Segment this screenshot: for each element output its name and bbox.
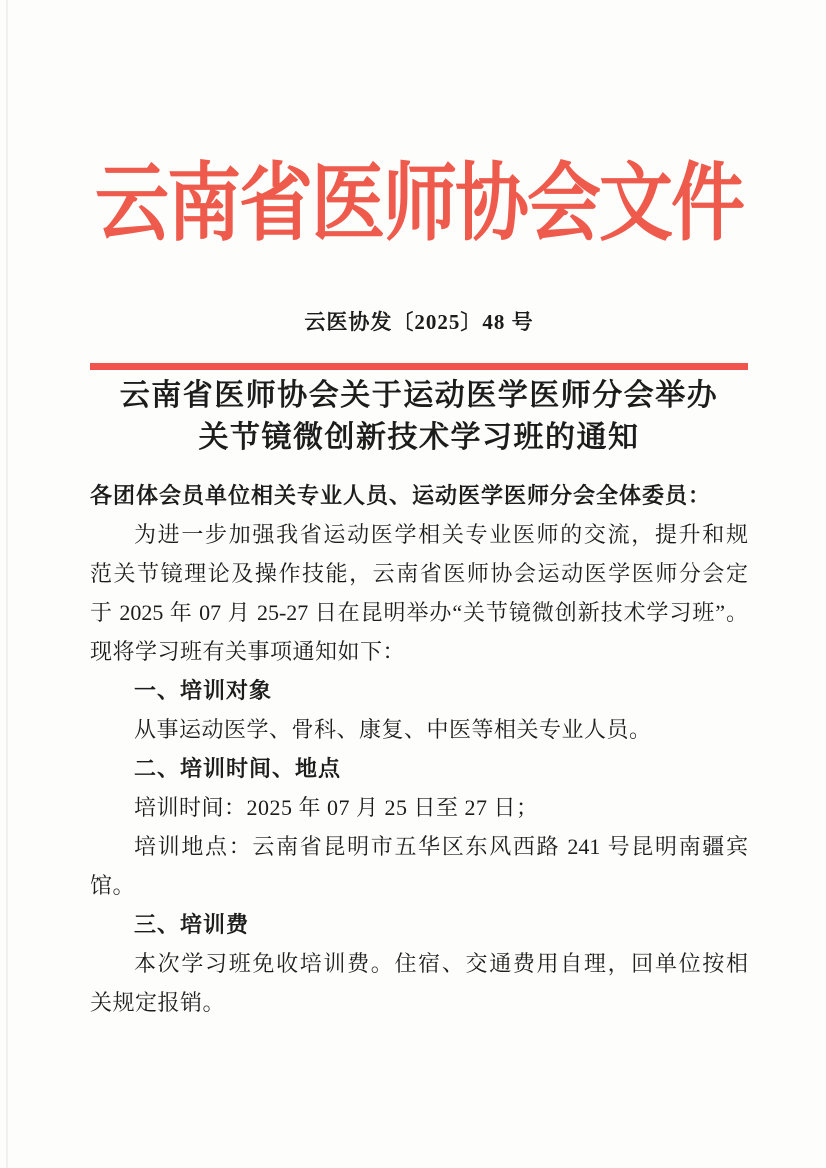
document-body bbox=[90, 476, 748, 1022]
intro-line-2: 范关节镜理论及操作技能，云南省医师协会运动医学医师分会定 bbox=[90, 561, 748, 586]
section2-heading: 二、培训时间、地点 bbox=[134, 756, 342, 781]
intro-line-4: 现将学习班有关事项通知如下： bbox=[90, 639, 406, 664]
section2-time-line: 培训时间：2025 年 07 月 25 日至 27 日； bbox=[134, 795, 539, 820]
doc-title bbox=[90, 375, 748, 459]
org-header-title: 云南省医师协会文件 bbox=[95, 157, 743, 253]
section3-body-line-1: 本次学习班免收培训费。住宿、交通费用自理，回单位按相 bbox=[134, 951, 748, 976]
intro-line-3: 于 2025 年 07 月 25-27 日在昆明举办“关节镜微创新技术学习班”。 bbox=[90, 600, 748, 625]
document-content bbox=[90, 0, 748, 1168]
red-rule-divider bbox=[90, 363, 748, 370]
section3-heading: 三、培训费 bbox=[134, 912, 250, 937]
scan-edge-artifact bbox=[6, 0, 8, 1168]
intro-line-1: 为进一步加强我省运动医学相关专业医师的交流，提升和规 bbox=[134, 522, 748, 547]
section1-heading: 一、培训对象 bbox=[134, 678, 273, 703]
section2-place-line-1: 培训地点：云南省昆明市五华区东风西路 241 号昆明南疆宾 bbox=[134, 834, 748, 859]
section1-body-line-1: 从事运动医学、骨科、康复、中医等相关专业人员。 bbox=[134, 717, 652, 742]
doc-number: 云医协发〔2025〕48 号 bbox=[304, 310, 534, 334]
doc-title-line-2: 关节镜微创新技术学习班的通知 bbox=[198, 421, 640, 454]
section3-body-line-2: 关规定报销。 bbox=[90, 990, 226, 1015]
doc-title-line-1: 云南省医师协会关于运动医学医师分会举办 bbox=[119, 379, 719, 412]
salutation: 各团体会员单位相关专业人员、运动医学医师分会全体委员： bbox=[90, 483, 712, 508]
section2-place-line-2: 馆。 bbox=[90, 873, 136, 898]
